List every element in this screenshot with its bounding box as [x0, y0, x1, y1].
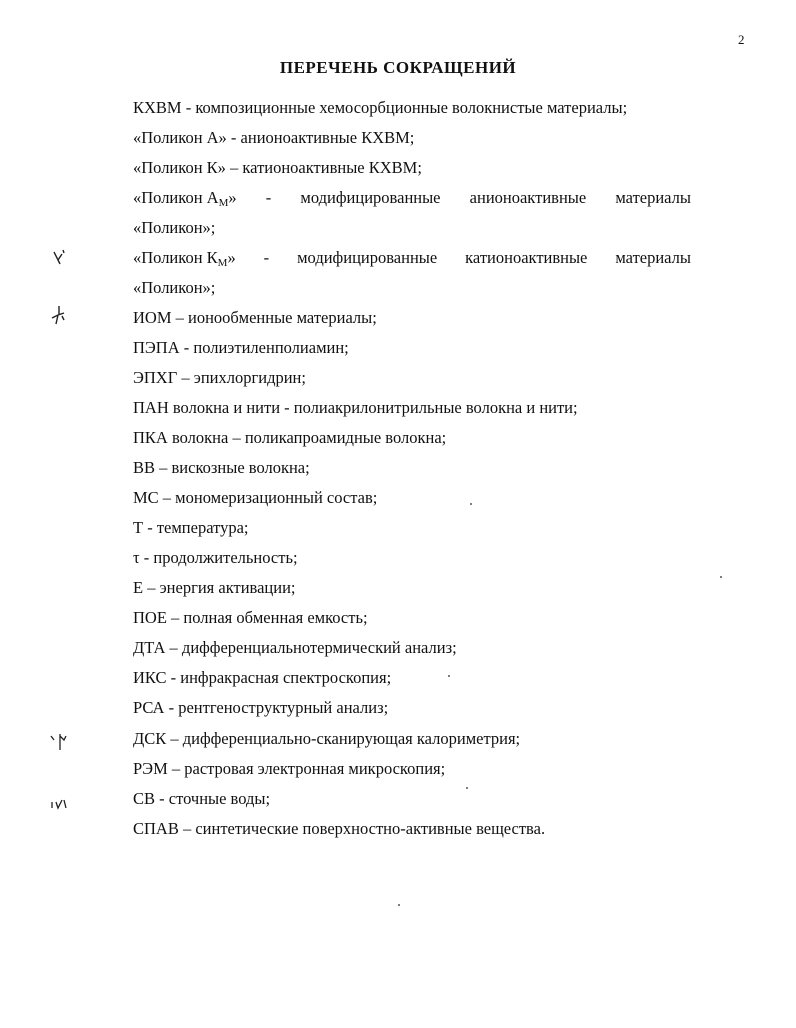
- scan-speck: [470, 503, 472, 505]
- margin-handwritten-mark: [48, 732, 70, 754]
- abbrev-entry: СВ - сточные воды;: [133, 789, 271, 808]
- abbrev-entry: τ - продолжительность;: [133, 548, 298, 567]
- abbrev-entry: ПЭПА - полиэтиленполиамин;: [133, 338, 349, 357]
- page-title: ПЕРЕЧЕНЬ СОКРАЩЕНИЙ: [279, 58, 517, 77]
- abbrev-entry: ДСК – дифференциально-сканирующая калориметрия;: [133, 729, 521, 748]
- margin-handwritten-mark: [48, 246, 70, 268]
- margin-handwritten-mark: [48, 304, 70, 326]
- abbrev-entry: РЭМ – растровая электронная микроскопия;: [133, 759, 446, 778]
- abbrev-entry: ПАН волокна и нити - полиакрилонитрильные волокна и нити;: [133, 398, 578, 417]
- abbrev-entry: «Поликон А» - анионоактивные КХВМ;: [133, 128, 415, 147]
- abbrev-entry: ИОМ – ионообменные материалы;: [133, 308, 377, 327]
- abbrev-entry-continuation: «Поликон»;: [133, 218, 216, 237]
- abbrev-entry: «Поликон К» – катионоактивные КХВМ;: [133, 158, 422, 177]
- abbrev-entry-justified: [133, 188, 691, 213]
- scan-speck: [398, 904, 400, 906]
- abbrev-entry: СПАВ – синтетические поверхностно-активные вещества.: [133, 819, 546, 838]
- abbrev-entry-continuation: «Поликон»;: [133, 278, 216, 297]
- entry-word: -: [263, 248, 270, 267]
- scan-speck: [448, 675, 450, 677]
- margin-handwritten-mark: [48, 790, 70, 812]
- entry-word: материалы: [615, 248, 691, 267]
- abbrev-entry: ВВ – вискозные волокна;: [133, 458, 310, 477]
- entry-word: «Поликон $К_М$»: [133, 248, 236, 269]
- abbrev-entry-justified: [133, 248, 691, 273]
- scan-speck: [720, 576, 722, 578]
- entry-word: модифицированные: [300, 188, 441, 207]
- page-number: 2: [738, 32, 745, 47]
- abbrev-entry: КХВМ - композиционные хемосорбционные волокнистые материалы;: [133, 98, 628, 117]
- entry-word: «Поликон $А_М$»: [133, 188, 237, 209]
- abbrev-entry: Т - температура;: [133, 518, 249, 537]
- entry-word: -: [265, 188, 272, 207]
- abbrev-entry: Е – энергия активации;: [133, 578, 296, 597]
- entry-word: модифицированные: [297, 248, 438, 267]
- entry-word: материалы: [615, 188, 691, 207]
- entry-word: катионоактивные: [465, 248, 588, 267]
- abbrev-entry: МС – мономеризационный состав;: [133, 488, 378, 507]
- abbrev-entry: ИКС - инфракрасная спектроскопия;: [133, 668, 392, 687]
- abbrev-entry: ЭПХГ – эпихлоргидрин;: [133, 368, 306, 387]
- entry-word: анионоактивные: [469, 188, 587, 207]
- abbrev-entry: РСА - рентгеноструктурный анализ;: [133, 698, 389, 717]
- abbrev-entry: ПКА волокна – поликапроамидные волокна;: [133, 428, 447, 447]
- scan-speck: [466, 787, 468, 789]
- abbrev-entry: ПОЕ – полная обменная емкость;: [133, 608, 368, 627]
- abbrev-entry: ДТА – дифференциальнотермический анализ;: [133, 638, 457, 657]
